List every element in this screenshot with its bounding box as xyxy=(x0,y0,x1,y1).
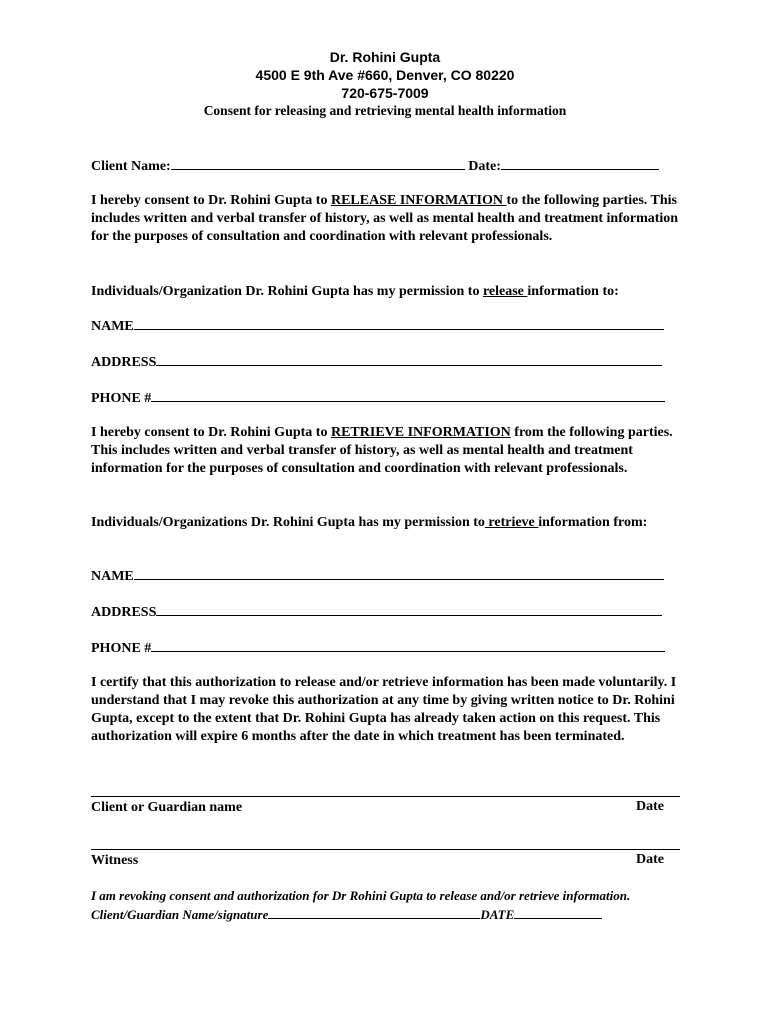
retrieve-phone-label: PHONE # xyxy=(91,641,152,656)
release-permission-line: Individuals/Organization Dr. Rohini Gupta has my permission to release information to: xyxy=(91,284,619,299)
retrieve-consent-paragraph: I hereby consent to Dr. Rohini Gupta to RETRIEVE INFORMATION from the following parties. This includes written and verbal transfer of history, as well as mental health and treatment information for the purposes of consultation and coordination with relevant professionals. xyxy=(91,425,673,476)
release-name-label: NAME xyxy=(91,319,134,334)
revocation-signature-row xyxy=(91,906,602,923)
release-phone-label: PHONE # xyxy=(91,391,152,406)
retrieve-emphasis: retrieve xyxy=(484,515,539,530)
provider-name: Dr. Rohini Gupta xyxy=(329,49,441,65)
witness-signature-line[interactable] xyxy=(91,849,680,850)
retrieve-phone-row xyxy=(91,639,665,657)
release-address-row xyxy=(91,353,662,371)
client-signature-line[interactable] xyxy=(91,796,680,797)
revocation-date-label: DATE xyxy=(480,907,515,922)
retrieve-address-row xyxy=(91,603,662,621)
provider-address: 4500 E 9th Ave #660, Denver, CO 80220 xyxy=(255,67,515,83)
revocation-statement: I am revoking consent and authorization for Dr Rohini Gupta to release and/or retrieve information. xyxy=(91,888,631,903)
date-label: Date: xyxy=(468,159,501,174)
release-address-label: ADDRESS xyxy=(91,355,157,370)
client-name-row xyxy=(91,157,659,175)
retrieve-permission-line: Individuals/Organizations Dr. Rohini Gupta has my permission to retrieve information from: xyxy=(91,515,648,530)
retrieve-phone-field[interactable] xyxy=(151,639,665,652)
release-phone-field[interactable] xyxy=(151,389,665,402)
retrieve-address-field[interactable] xyxy=(156,603,662,616)
release-emphasis: release xyxy=(482,284,528,299)
release-address-field[interactable] xyxy=(156,353,662,366)
retrieve-name-field[interactable] xyxy=(134,567,664,580)
release-phone-row xyxy=(91,389,665,407)
retrieve-address-label: ADDRESS xyxy=(91,605,157,620)
release-consent-paragraph: I hereby consent to Dr. Rohini Gupta to RELEASE INFORMATION to the following parties. This includes written and verbal transfer of history, as well as mental health and treatment information for the purposes of consultation and coordination with relevant professionals. xyxy=(91,193,679,244)
client-name-field[interactable] xyxy=(171,157,465,170)
revocation-signature-label: Client/Guardian Name/signature xyxy=(91,907,269,922)
provider-phone: 720-675-7009 xyxy=(341,85,429,101)
revocation-signature-field[interactable] xyxy=(268,906,480,919)
form-title: Consent for releasing and retrieving mental health information xyxy=(203,103,567,118)
retrieve-information-emphasis: RETRIEVE INFORMATION xyxy=(330,425,511,440)
revocation-date-field[interactable] xyxy=(514,906,602,919)
date-field[interactable] xyxy=(501,157,659,170)
client-guardian-label: Client or Guardian name xyxy=(91,800,243,815)
release-information-emphasis: RELEASE INFORMATION xyxy=(330,193,507,208)
witness-label: Witness xyxy=(91,853,139,868)
client-date-label: Date xyxy=(636,799,664,814)
certification-paragraph: I certify that this authorization to release and/or retrieve information has been made voluntarily. I understand that I may revoke this authorization at any time by giving written notice to Dr. Rohini Gupta, except to the extent that Dr. Rohini Gupta has already taken action on this request. This authorization will expire 6 months after the date in which treatment has been terminated. xyxy=(91,675,677,744)
release-name-row xyxy=(91,317,664,335)
retrieve-name-row xyxy=(91,567,664,585)
retrieve-name-label: NAME xyxy=(91,569,134,584)
release-name-field[interactable] xyxy=(134,317,664,330)
client-name-label: Client Name: xyxy=(91,159,171,174)
witness-date-label: Date xyxy=(636,852,664,867)
